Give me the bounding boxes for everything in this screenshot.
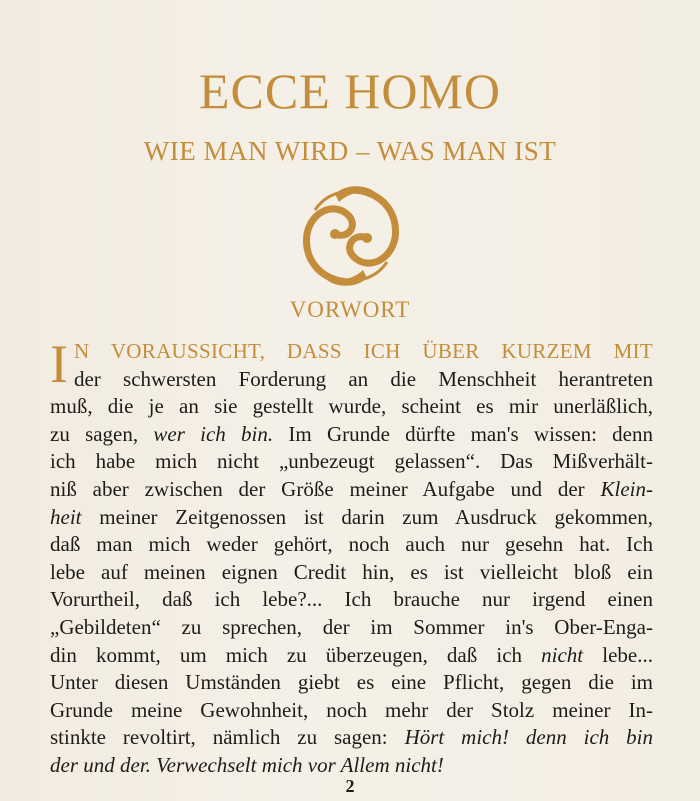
emphasis: nicht (541, 642, 584, 667)
text-line: daß man mich weder gehört, noch auch nur gesehn hat. Ich (50, 532, 653, 557)
text-line: muß, die je an sie gestellt wurde, scheint es mir unerläßlich, (50, 394, 653, 419)
text-line: heit meiner Zeitgenossen ist darin zum Ausdruck gekommen, (50, 504, 654, 529)
preface-text (50, 334, 654, 780)
text-line: Grunde meine Gewohnheit, noch mehr der Stolz meiner In- (50, 697, 653, 722)
emphasis: Klein- (600, 476, 653, 501)
drop-cap: I (50, 334, 68, 394)
text-line: N VORAUSSICHT, DASS ICH ÜBER KURZEM MIT (73, 339, 653, 363)
emphasis: heit (50, 504, 82, 529)
text-line: der schwersten Forderung an die Menschheit herantreten (73, 366, 653, 391)
book-subtitle: WIE MAN WIRD – WAS MAN IST (143, 136, 557, 166)
text-line: Vorurtheil, daß ich lebe?... Ich brauche nur irgend einen (50, 587, 653, 612)
section-heading: VORWORT (289, 297, 411, 322)
emphasis: Hört mich! denn ich bin (404, 725, 654, 750)
book-title: ECCE HOMO (198, 63, 502, 119)
text-line: Unter diesen Umständen giebt es eine Pflicht, gegen die im (50, 670, 653, 695)
text-line: zu sagen, wer ich bin. Im Grunde dürfte man's wissen: denn (50, 421, 653, 446)
text-line: ich habe mich nicht „unbezeugt gelassen“. Das Mißverhält- (50, 449, 653, 474)
swirl-ornament-icon (295, 180, 407, 292)
emphasis: der und der. Verwechselt mich vor Allem nicht! (50, 752, 444, 777)
text-line: stinkte revoltirt, nämlich zu sagen: Hört mich! denn ich bin (50, 725, 654, 750)
emphasis: wer ich bin. (153, 421, 274, 446)
text-line: „Gebildeten“ zu sprechen, der im Sommer in's Ober-Enga- (50, 614, 653, 639)
text-line: niß aber zwischen der Größe meiner Aufgabe und der Klein- (50, 476, 653, 501)
page-number: 2 (345, 776, 355, 796)
text-line: din kommt, um mich zu überzeugen, daß ich nicht lebe... (50, 642, 654, 667)
text-line: lebe auf meinen eignen Credit hin, es ist vielleicht bloß ein (50, 559, 653, 584)
